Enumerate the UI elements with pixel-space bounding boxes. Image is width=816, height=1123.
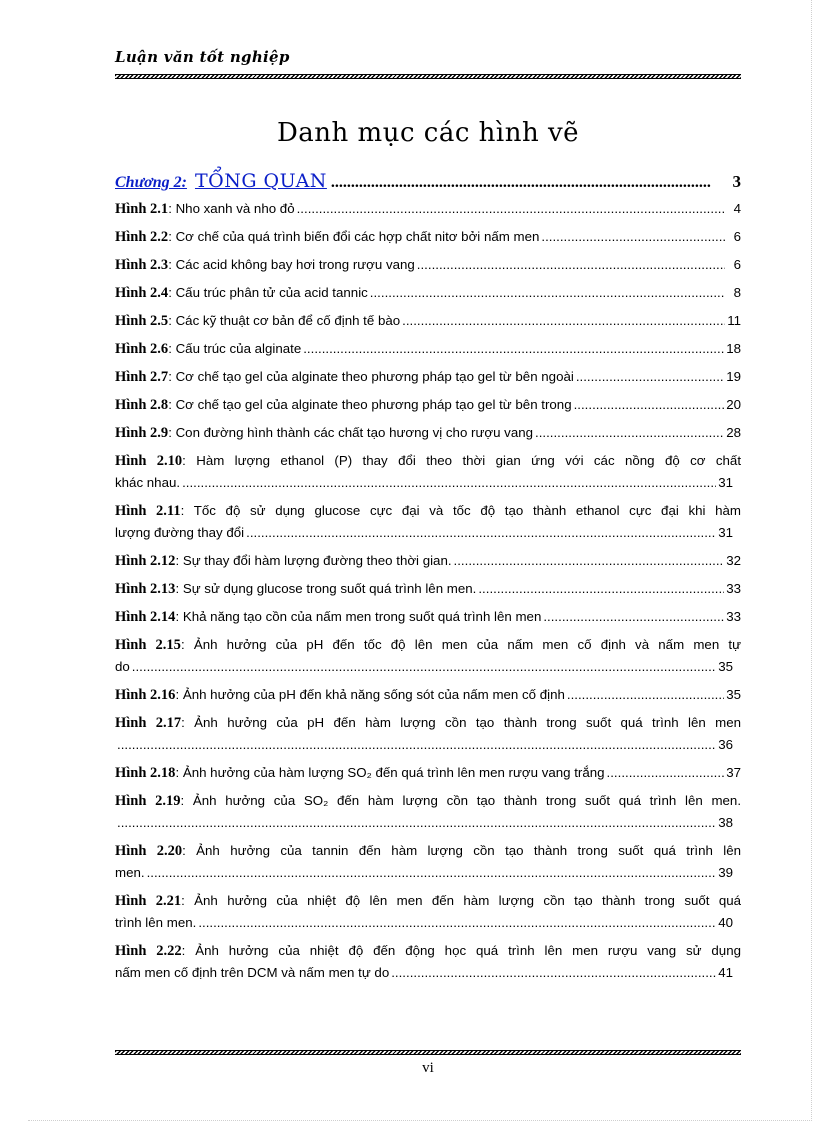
figure-entry[interactable] — [115, 450, 741, 494]
figure-page-number: 11 — [727, 313, 741, 328]
figure-caption: : Ảnh hưởng của nhiệt độ lên men đến hàm lượng cồn tạo thành trong suốt quá — [181, 893, 741, 908]
figure-caption: : Sự thay đổi hàm lượng đường theo thời gian. — [175, 553, 452, 568]
figure-caption-cont: nấm men cố định trên DCM và nấm men tự do — [115, 965, 390, 980]
entry-text — [115, 712, 741, 734]
figure-label: Hình 2.21 — [115, 893, 182, 909]
entry-line — [115, 606, 741, 628]
figure-label: Hình 2.19 — [115, 793, 181, 809]
dot-leader — [417, 254, 725, 276]
chapter-page-number: 3 — [732, 172, 741, 191]
entry-text — [115, 254, 415, 276]
entry-line — [115, 890, 741, 912]
figure-label: Hình 2.14 — [115, 609, 176, 625]
figure-caption: : Cơ chế của quá trình biến đổi các hợp chất nitơ bởi nấm men — [168, 229, 540, 244]
figure-entry[interactable] — [115, 840, 741, 884]
figure-label: Hình 2.1 — [115, 201, 169, 217]
figure-entry[interactable] — [115, 366, 741, 388]
chapter-name[interactable]: TỔNG QUAN — [194, 170, 327, 192]
figure-entry[interactable] — [115, 282, 741, 304]
figure-caption-cont: trình lên men. — [115, 915, 197, 930]
entry-line — [115, 450, 741, 472]
entry-line — [115, 912, 741, 934]
entry-line — [115, 422, 741, 444]
figure-entry[interactable] — [115, 762, 741, 784]
figure-caption: : Ảnh hưởng của pH đến khả năng sống sót của nấm men cố định — [175, 687, 565, 702]
figure-page-number: 35 — [726, 687, 741, 702]
figure-caption: : Sự sử dụng glucose trong suốt quá trình lên men. — [175, 581, 477, 596]
figure-label: Hình 2.3 — [115, 257, 169, 273]
entry-line — [115, 684, 741, 706]
figure-page-number: 31 — [718, 475, 733, 490]
figure-page-number: 20 — [726, 397, 741, 412]
entry-line — [115, 712, 741, 734]
figure-page-number: 28 — [726, 425, 741, 440]
figure-list — [115, 170, 741, 984]
figure-caption-cont: lượng đường thay đổi — [115, 525, 245, 540]
figure-caption: : Ảnh hưởng của pH đến tốc độ lên men của nấm men cố định và nấm men tự — [180, 637, 741, 652]
dot-leader — [182, 472, 716, 494]
figure-page-number: 8 — [733, 285, 741, 300]
entries-container — [115, 198, 741, 984]
entry-text — [115, 226, 539, 248]
entry-text — [115, 394, 572, 416]
dot-leader — [478, 578, 724, 600]
figure-caption: : Các kỹ thuật cơ bản để cố định tế bào — [168, 313, 401, 328]
figure-caption: : Cấu trúc phân tử của acid tannic — [168, 285, 368, 300]
figure-entry[interactable] — [115, 684, 741, 706]
figure-caption: : Cấu trúc của alginate — [168, 341, 302, 356]
dot-leader — [454, 550, 725, 572]
entry-line — [115, 254, 741, 276]
figure-caption-cont: do — [115, 659, 130, 674]
figure-label: Hình 2.8 — [115, 397, 169, 413]
header-rule — [115, 74, 741, 79]
entry-line — [115, 762, 741, 784]
dot-leader — [402, 310, 725, 332]
dot-leader — [132, 656, 716, 678]
figure-entry[interactable] — [115, 226, 741, 248]
figure-page-number: 19 — [726, 369, 741, 384]
entry-line — [115, 522, 741, 544]
dot-leader — [246, 522, 716, 544]
figure-label: Hình 2.12 — [115, 553, 176, 569]
figure-caption: : Hàm lượng ethanol (P) thay đổi theo thời gian ứng với các nồng độ cơ chất — [182, 453, 741, 468]
entry-text — [115, 606, 541, 628]
entry-line — [115, 226, 741, 248]
entry-line — [115, 282, 741, 304]
dot-leader — [117, 734, 716, 756]
dot-leader — [117, 812, 716, 834]
entry-line — [115, 790, 741, 812]
figure-label: Hình 2.18 — [115, 765, 176, 781]
entry-line — [115, 394, 741, 416]
figure-caption: : Con đường hình thành các chất tạo hương vị cho rượu vang — [168, 425, 534, 440]
entry-line — [115, 656, 741, 678]
entry-line — [115, 310, 741, 332]
dot-leader — [331, 174, 711, 192]
dot-leader — [567, 684, 724, 706]
figure-caption: : Nho xanh và nho đỏ — [168, 201, 295, 216]
dot-leader — [607, 762, 725, 784]
figure-page-number: 4 — [733, 201, 741, 216]
figure-entry[interactable] — [115, 338, 741, 360]
entry-line — [115, 472, 741, 494]
dot-leader — [535, 422, 724, 444]
figure-caption: : Khả năng tạo cồn của nấm men trong suốt quá trình lên men — [175, 609, 542, 624]
dot-leader — [370, 282, 725, 304]
figure-label: Hình 2.20 — [115, 843, 183, 859]
figure-page-number: 38 — [718, 815, 733, 830]
entry-line — [115, 578, 741, 600]
dot-leader — [541, 226, 725, 248]
entry-text — [115, 890, 741, 912]
entry-line — [115, 338, 741, 360]
page-number: vi — [422, 1060, 434, 1076]
entry-line — [115, 862, 741, 884]
figure-page-number: 37 — [726, 765, 741, 780]
figure-page-number: 6 — [733, 229, 741, 244]
figure-entry[interactable] — [115, 550, 741, 572]
figure-entry[interactable] — [115, 578, 741, 600]
entry-text — [115, 500, 741, 522]
entry-text — [115, 198, 295, 220]
entry-line — [115, 840, 741, 862]
entry-text — [115, 634, 741, 656]
figure-label: Hình 2.17 — [115, 715, 182, 731]
entry-text — [115, 550, 452, 572]
figure-page-number: 18 — [726, 341, 741, 356]
dot-leader — [297, 198, 725, 220]
figure-entry[interactable] — [115, 198, 741, 220]
figure-page-number: 41 — [718, 965, 733, 980]
entry-text — [115, 578, 476, 600]
figure-page-number: 33 — [726, 581, 741, 596]
figure-label: Hình 2.4 — [115, 285, 169, 301]
figure-label: Hình 2.13 — [115, 581, 176, 597]
chapter-label[interactable]: Chương 2: — [115, 174, 187, 191]
figure-caption: : Ảnh hưởng của nhiệt độ đến động học quá trình lên men rượu vang sử dụng — [181, 943, 741, 958]
entry-line — [115, 962, 741, 984]
figure-caption: : Ảnh hưởng của hàm lượng SO₂ đến quá trình lên men rượu vang trắng — [175, 765, 605, 780]
figure-label: Hình 2.10 — [115, 453, 183, 469]
entry-text — [115, 282, 368, 304]
figure-caption-cont: khác nhau. — [115, 475, 181, 490]
entry-line — [115, 500, 741, 522]
dot-leader — [198, 912, 716, 934]
figure-caption: : Cơ chế tạo gel của alginate theo phương pháp tạo gel từ bên ngoài — [168, 369, 574, 384]
figure-page-number: 36 — [718, 737, 733, 752]
figure-label: Hình 2.2 — [115, 229, 169, 245]
page-title: Danh mục các hình vẽ — [276, 118, 580, 148]
entry-text — [115, 310, 400, 332]
figure-caption-cont: men. — [115, 865, 145, 880]
entry-line — [115, 550, 741, 572]
figure-entry[interactable] — [115, 606, 741, 628]
entry-text — [115, 422, 533, 444]
figure-page-number: 33 — [726, 609, 741, 624]
figure-entry[interactable] — [115, 940, 741, 984]
figure-label: Hình 2.16 — [115, 687, 176, 703]
entry-text — [115, 684, 565, 706]
figure-caption: : Ảnh hưởng của SO₂ đến hàm lượng cồn tạo thành trong suốt quá trình lên men. — [180, 793, 741, 808]
dot-leader — [147, 862, 717, 884]
figure-page-number: 35 — [718, 659, 733, 674]
figure-entry[interactable] — [115, 310, 741, 332]
entry-line — [115, 734, 741, 756]
figure-entry[interactable] — [115, 422, 741, 444]
figure-entry[interactable] — [115, 790, 741, 834]
dot-leader — [303, 338, 724, 360]
entry-text — [115, 762, 605, 784]
entry-text — [115, 790, 741, 812]
entry-line — [115, 366, 741, 388]
entry-text — [115, 450, 741, 472]
dot-leader — [391, 962, 716, 984]
figure-page-number: 6 — [733, 257, 741, 272]
entry-line — [115, 940, 741, 962]
figure-entry[interactable] — [115, 890, 741, 934]
dot-leader — [543, 606, 724, 628]
figure-page-number: 40 — [718, 915, 733, 930]
figure-caption: : Tốc độ sử dụng glucose cực đại và tốc độ tạo thành ethanol cực đại khi hàm — [180, 503, 741, 518]
footer-rule — [115, 1050, 741, 1055]
figure-caption: : Ảnh hưởng của tannin đến hàm lượng cồn tạo thành trong suốt quá trình lên — [182, 843, 741, 858]
figure-label: Hình 2.7 — [115, 369, 169, 385]
figure-entry[interactable] — [115, 500, 741, 544]
figure-entry[interactable] — [115, 634, 741, 678]
chapter-entry[interactable] — [115, 170, 741, 192]
figure-page-number: 39 — [718, 865, 733, 880]
figure-entry[interactable] — [115, 394, 741, 416]
figure-entry[interactable] — [115, 712, 741, 756]
running-header: Luận văn tốt nghiệp — [115, 48, 290, 66]
entry-line — [115, 812, 741, 834]
entry-text — [115, 940, 741, 962]
figure-label: Hình 2.11 — [115, 503, 181, 519]
figure-label: Hình 2.15 — [115, 637, 181, 653]
figure-entry[interactable] — [115, 254, 741, 276]
figure-label: Hình 2.5 — [115, 313, 169, 329]
entry-text — [115, 366, 574, 388]
figure-caption: : Ảnh hưởng của pH đến hàm lượng cồn tạo thành trong suốt quá trình lên men — [181, 715, 741, 730]
figure-caption: : Các acid không bay hơi trong rượu vang — [168, 257, 415, 272]
entry-text — [115, 338, 301, 360]
entry-line — [115, 198, 741, 220]
figure-page-number: 31 — [718, 525, 733, 540]
entry-line — [115, 634, 741, 656]
dot-leader — [574, 394, 725, 416]
figure-page-number: 32 — [726, 553, 741, 568]
figure-caption: : Cơ chế tạo gel của alginate theo phương pháp tạo gel từ bên trong — [168, 397, 572, 412]
dot-leader — [576, 366, 724, 388]
figure-label: Hình 2.22 — [115, 943, 182, 959]
entry-text — [115, 840, 741, 862]
figure-label: Hình 2.9 — [115, 425, 169, 441]
figure-label: Hình 2.6 — [115, 341, 169, 357]
